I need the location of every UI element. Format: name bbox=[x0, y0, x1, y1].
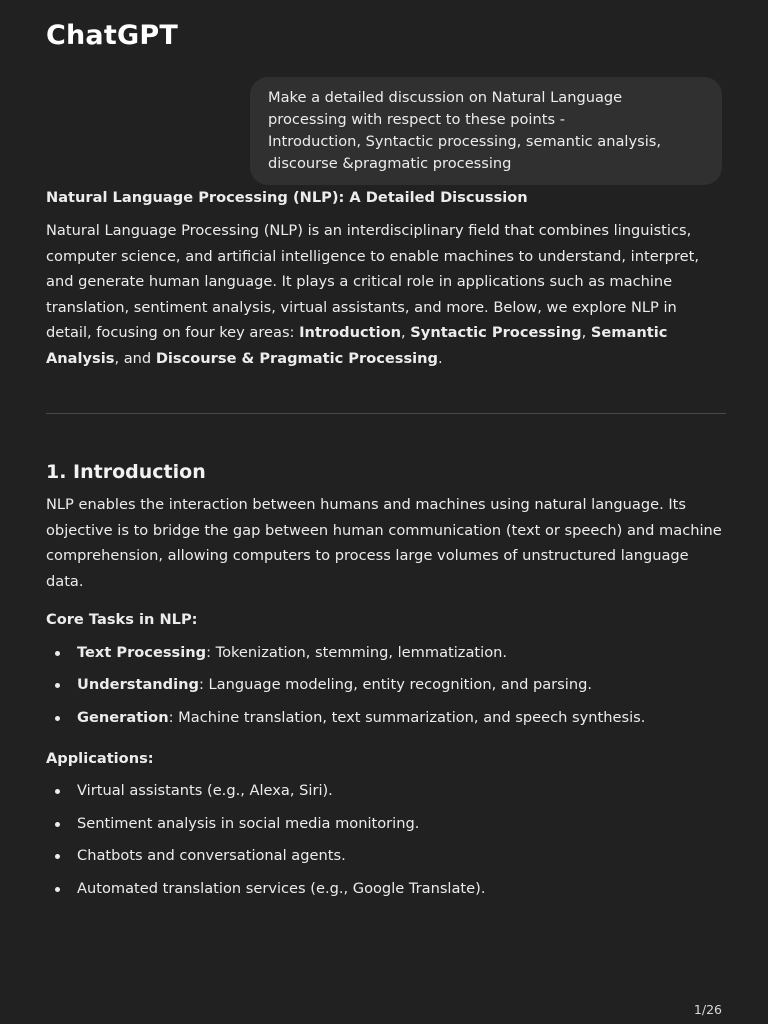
task-label: Text Processing bbox=[77, 643, 207, 661]
task-description: : Tokenization, stemming, lemmatization. bbox=[206, 643, 508, 661]
list-item bbox=[46, 877, 726, 901]
list-item bbox=[46, 673, 726, 697]
user-message-bubble bbox=[250, 77, 722, 185]
bullet-icon bbox=[55, 789, 60, 794]
application-text: Virtual assistants (e.g., Alexa, Siri). bbox=[77, 782, 333, 799]
core-tasks-heading: Core Tasks in NLP: bbox=[46, 611, 198, 628]
sentence-end: . bbox=[437, 349, 443, 367]
bullet-icon bbox=[55, 683, 60, 688]
bullet-icon bbox=[55, 716, 60, 721]
separator: , and bbox=[114, 349, 156, 367]
separator: , bbox=[581, 324, 591, 341]
list-item bbox=[46, 844, 726, 868]
bullet-icon bbox=[55, 822, 60, 827]
user-message-line: Make a detailed discussion on Natural Language bbox=[268, 89, 623, 106]
task-label: Understanding bbox=[77, 676, 199, 693]
application-text: Sentiment analysis in social media monitoring. bbox=[77, 814, 420, 832]
introduction-paragraph: NLP enables the interaction between humans and machines using natural language. Its objective is to bridge the gap between human communication (text or speech) and machine comprehension, allowing computers to process large volumes of unstructured language data. bbox=[46, 496, 722, 590]
task-description: : Language modeling, entity recognition, and parsing. bbox=[198, 676, 592, 693]
list-item bbox=[46, 779, 726, 803]
user-message-line: Introduction, Syntactic processing, semantic analysis, bbox=[268, 133, 662, 150]
list-item bbox=[46, 641, 726, 665]
core-tasks-list bbox=[46, 641, 726, 730]
bullet-icon bbox=[55, 887, 60, 892]
page-counter: 1/26 bbox=[693, 1002, 722, 1017]
list-item bbox=[46, 706, 726, 730]
applications-list bbox=[46, 779, 726, 901]
focus-area-semantic: Semantic Analysis bbox=[46, 324, 668, 367]
separator: , bbox=[401, 324, 411, 341]
task-description: : Machine translation, text summarization, and speech synthesis. bbox=[168, 708, 646, 726]
focus-area-syntactic: Syntactic Processing bbox=[410, 324, 582, 341]
bullet-icon bbox=[55, 651, 60, 656]
focus-area-discourse: Discourse & Pragmatic Processing bbox=[155, 349, 438, 367]
response-heading: Natural Language Processing (NLP): A Detailed Discussion bbox=[46, 189, 528, 206]
app-title: ChatGPT bbox=[46, 20, 178, 51]
assistant-response bbox=[46, 186, 726, 901]
application-text: Automated translation services (e.g., Google Translate). bbox=[77, 879, 486, 897]
application-text: Chatbots and conversational agents. bbox=[77, 847, 346, 864]
user-message-line: processing with respect to these points - bbox=[268, 111, 565, 128]
applications-heading: Applications: bbox=[46, 749, 154, 767]
list-item bbox=[46, 812, 726, 836]
section-title-introduction: 1. Introduction bbox=[46, 461, 206, 483]
task-label: Generation bbox=[77, 708, 169, 726]
intro-text: Natural Language Processing (NLP) is an interdisciplinary field that combines linguistics, computer science, and artificial intelligence to enable machines to understand, interpret, and generate human language. It plays a critical role in applications such as machine translation, sentiment analysis, virtual assistants, and more. Below, we explore NLP in detail, focusing on four key areas: bbox=[46, 222, 699, 341]
focus-area-introduction: Introduction bbox=[299, 324, 402, 341]
bullet-icon bbox=[55, 854, 60, 859]
user-message-line: discourse &pragmatic processing bbox=[268, 155, 512, 172]
section-divider bbox=[46, 413, 726, 414]
intro-paragraph bbox=[46, 218, 726, 371]
